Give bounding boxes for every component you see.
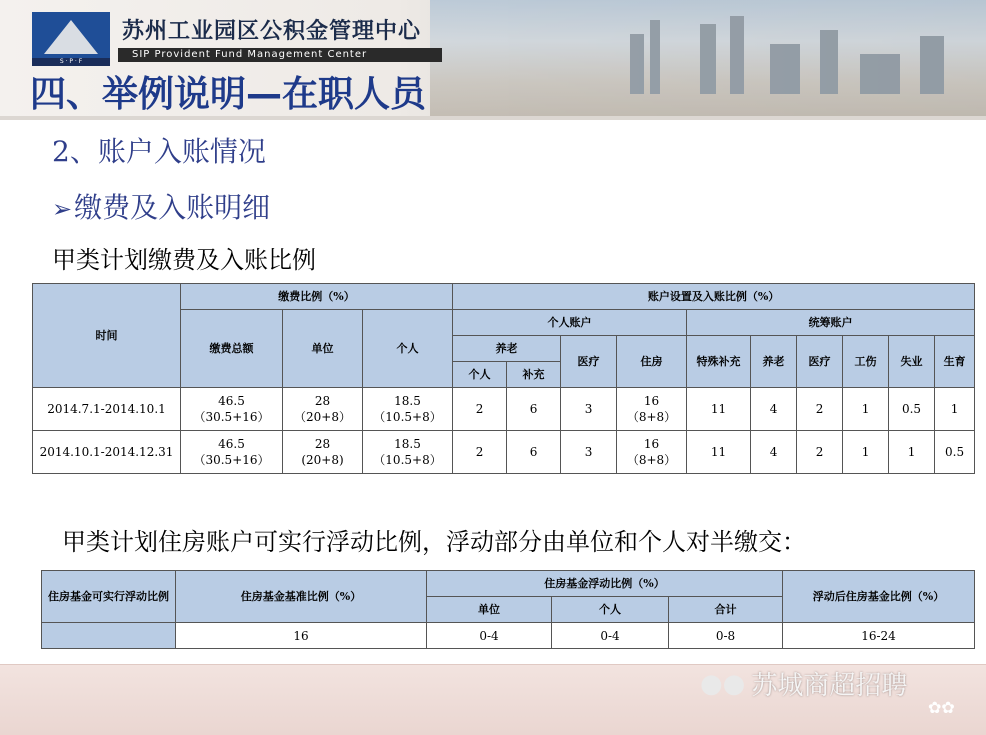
col-pooled-medical: 医疗 — [797, 336, 843, 388]
cell-unit-value: 0-4 — [427, 623, 552, 649]
cell-pension-supp: 6 — [507, 431, 561, 474]
col-time: 时间 — [33, 284, 181, 388]
row-label-floating: 住房基金可实行浮动比例 — [42, 571, 176, 623]
cell-pension-person: 2 — [453, 431, 507, 474]
col-after-ratio: 浮动后住房基金比例（%） — [783, 571, 975, 623]
cell-pension-supp: 6 — [507, 388, 561, 431]
contribution-table — [32, 283, 975, 474]
cell-person-value: 0-4 — [552, 623, 669, 649]
col-float-total: 合计 — [669, 597, 783, 623]
section-subtitle: 2、账户入账情况 — [52, 135, 266, 168]
bullet-subtitle-text: 缴费及入账明细 — [74, 191, 271, 224]
watermark — [700, 665, 907, 702]
org-name-en: SIP Provident Fund Management Center — [118, 48, 442, 62]
col-float-unit: 单位 — [427, 597, 552, 623]
spf-logo — [32, 12, 110, 64]
cell-base-value: 16 — [176, 623, 427, 649]
cell-pension-person: 2 — [453, 388, 507, 431]
cell-pooled-medical: 2 — [797, 431, 843, 474]
group-pension: 养老 — [453, 336, 561, 362]
cell-total: 46.5 （30.5+16） — [181, 388, 283, 431]
cell-medical: 3 — [561, 431, 617, 474]
wechat-icon: ●● — [700, 668, 746, 699]
cell-injury: 1 — [843, 431, 889, 474]
table-row — [33, 388, 975, 431]
col-contrib-total: 缴费总额 — [181, 310, 283, 388]
cell-time: 2014.7.1-2014.10.1 — [33, 388, 181, 431]
org-name-cn: 苏州工业园区公积金管理中心 — [122, 18, 422, 44]
group-account-ratio: 账户设置及入账比例（%） — [453, 284, 975, 310]
cell-person: 18.5 （10.5+8） — [363, 388, 453, 431]
city-skyline-photo — [430, 0, 986, 118]
logo-triangle-icon — [44, 20, 98, 54]
col-housing: 住房 — [617, 336, 687, 388]
cell-unemployment: 0.5 — [889, 388, 935, 431]
watermark-text: 苏城商超招聘 — [751, 671, 908, 701]
table2-heading: 甲类计划住房账户可实行浮动比例，浮动部分由单位和个人对半缴交： — [62, 528, 806, 556]
col-float-person: 个人 — [552, 597, 669, 623]
header-divider — [0, 116, 986, 120]
group-contribution-ratio: 缴费比例（%） — [181, 284, 453, 310]
cell-housing: 16 （8+8） — [617, 388, 687, 431]
floating-ratio-table — [41, 570, 975, 649]
cell-housing: 16 （8+8） — [617, 431, 687, 474]
group-pooled-account: 统筹账户 — [687, 310, 975, 336]
cell-medical: 3 — [561, 388, 617, 431]
table-row — [42, 623, 975, 649]
col-medical: 医疗 — [561, 336, 617, 388]
group-floating-ratio: 住房基金浮动比例（%） — [427, 571, 783, 597]
col-injury: 工伤 — [843, 336, 889, 388]
row-label-spacer — [42, 623, 176, 649]
cell-after-value: 16-24 — [783, 623, 975, 649]
col-base-ratio: 住房基金基准比例（%） — [176, 571, 427, 623]
bullet-subtitle — [52, 186, 270, 226]
cell-total-value: 0-8 — [669, 623, 783, 649]
col-pooled-pension: 养老 — [751, 336, 797, 388]
page-title: 四、举例说明—在职人员 — [30, 74, 427, 115]
cell-maternity: 1 — [935, 388, 975, 431]
col-pension-person: 个人 — [453, 362, 507, 388]
col-contrib-person: 个人 — [363, 310, 453, 388]
cell-pooled-medical: 2 — [797, 388, 843, 431]
decorative-pattern-icon: ✿✿ — [928, 698, 955, 717]
cell-special-supp: 11 — [687, 388, 751, 431]
cell-person: 18.5 （10.5+8） — [363, 431, 453, 474]
col-contrib-unit: 单位 — [283, 310, 363, 388]
logo-strip: S · P · F — [32, 58, 110, 66]
col-special-supp: 特殊补充 — [687, 336, 751, 388]
cell-maternity: 0.5 — [935, 431, 975, 474]
header-banner — [0, 0, 986, 118]
cell-pooled-pension: 4 — [751, 431, 797, 474]
col-maternity: 生育 — [935, 336, 975, 388]
col-unemployment: 失业 — [889, 336, 935, 388]
cell-unit: 28 （20+8） — [283, 388, 363, 431]
table-row — [33, 431, 975, 474]
cell-injury: 1 — [843, 388, 889, 431]
group-personal-account: 个人账户 — [453, 310, 687, 336]
cell-time: 2014.10.1-2014.12.31 — [33, 431, 181, 474]
bullet-arrow-icon: ➢ — [52, 195, 73, 223]
cell-special-supp: 11 — [687, 431, 751, 474]
table1-heading: 甲类计划缴费及入账比例 — [52, 246, 316, 274]
cell-unit: 28 (20+8) — [283, 431, 363, 474]
col-pension-supp: 补充 — [507, 362, 561, 388]
cell-unemployment: 1 — [889, 431, 935, 474]
cell-total: 46.5 （30.5+16） — [181, 431, 283, 474]
cell-pooled-pension: 4 — [751, 388, 797, 431]
